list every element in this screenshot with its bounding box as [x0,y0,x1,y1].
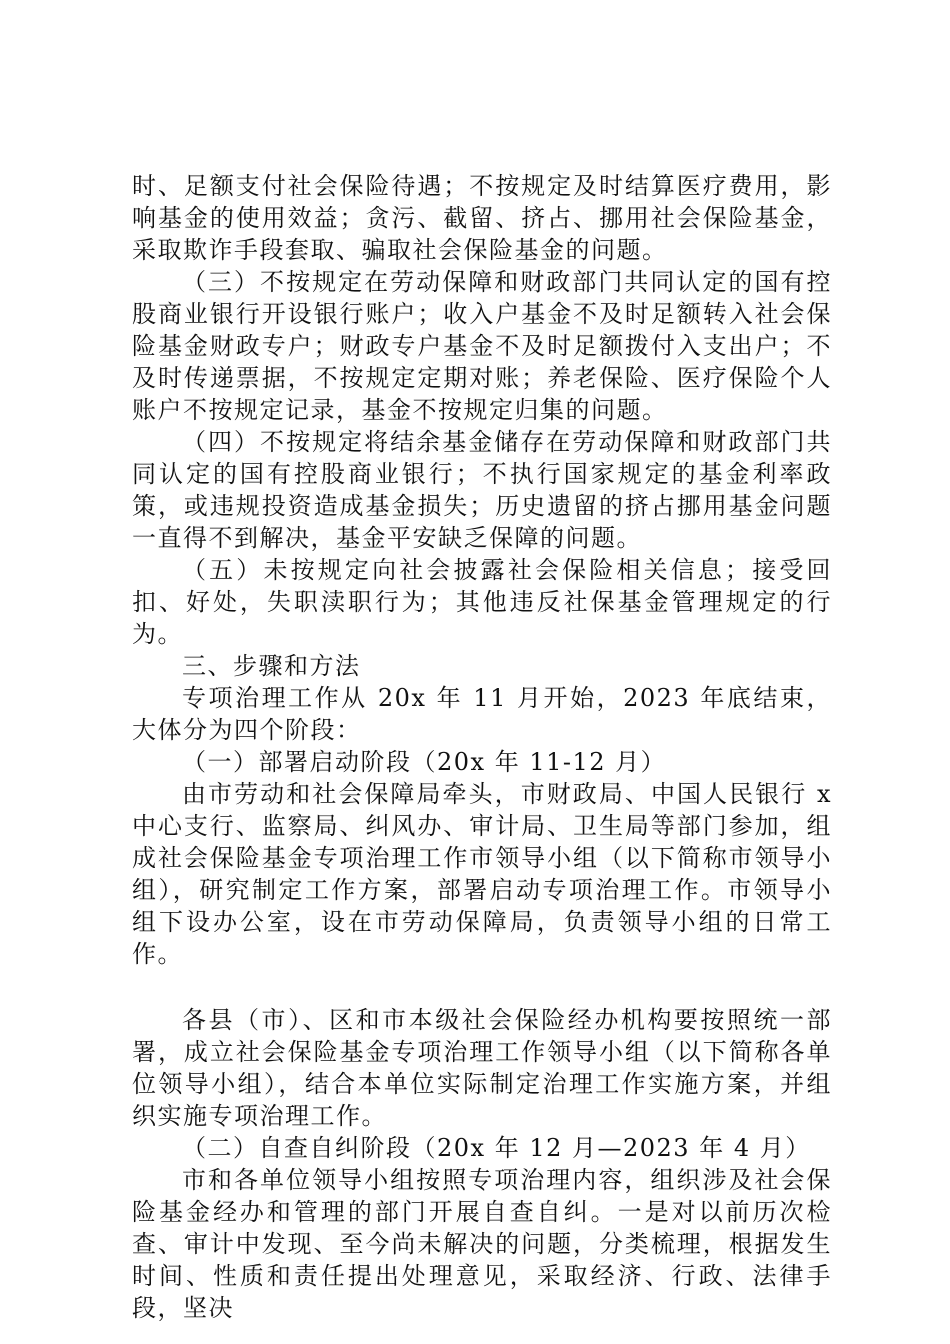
stage-heading-2: （二）自查自纠阶段（20x 年 12 月—2023 年 4 月） [182,1134,811,1162]
section-heading-steps: 三、步骤和方法 [182,652,361,680]
paragraph-item-5: （五）未按规定向社会披露社会保险相关信息；接受回扣、好处，失职渎职行为；其他违反社保基金管理规定的行为。 [132,556,832,648]
stage-heading-1: （一）部署启动阶段（20x 年 11-12 月） [182,748,667,776]
paragraph-schedule: 专项治理工作从 20x 年 11 月开始，2023 年底结束，大体分为四个阶段： [132,684,832,744]
paragraph-item-3: （三）不按规定在劳动保障和财政部门共同认定的国有控股商业银行开设银行账户；收入户基金不及时足额转入社会保险基金财政专户；财政专户基金不及时足额拨付入支出户；不及时传递票据，不按规定定期对账；养老保险、医疗保险个人账户不按规定记录，基金不按规定归集的问题。 [132,268,832,424]
paragraph-stage-1-body: 由市劳动和社会保障局牵头，市财政局、中国人民银行 x 中心支行、监察局、纠风办、审计局、卫生局等部门参加，组成社会保险基金专项治理工作市领导小组（以下简称市领导小组），研究制定工作方案，部署启动专项治理工作。市领导小组下设办公室，设在市劳动保障局，负责领导小组的日常工作。 [132,780,832,968]
paragraph-spacer [132,970,832,1004]
paragraph-stage-2-body: 市和各单位领导小组按照专项治理内容，组织涉及社会保险基金经办和管理的部门开展自查自纠。一是对以前历次检查、审计中发现、至今尚未解决的问题，分类梳理，根据发生时间、性质和责任提出处理意见，采取经济、行政、法律手段，坚决 [132,1166,832,1322]
paragraph-stage-1-units: 各县（市）、区和市本级社会保险经办机构要按照统一部署，成立社会保险基金专项治理工作领导小组（以下简称各单位领导小组），结合本单位实际制定治理工作实施方案，并组织实施专项治理工作。 [132,1006,832,1130]
document-page [132,170,832,1324]
paragraph-item-4: （四）不按规定将结余基金储存在劳动保障和财政部门共同认定的国有控股商业银行；不执行国家规定的基金利率政策，或违规投资造成基金损失；历史遗留的挤占挪用基金问题一直得不到解决，基金平安缺乏保障的问题。 [132,428,832,552]
paragraph-benefit-issues: 时、足额支付社会保险待遇；不按规定及时结算医疗费用，影响基金的使用效益；贪污、截留、挤占、挪用社会保险基金，采取欺诈手段套取、骗取社会保险基金的问题。 [132,172,832,264]
